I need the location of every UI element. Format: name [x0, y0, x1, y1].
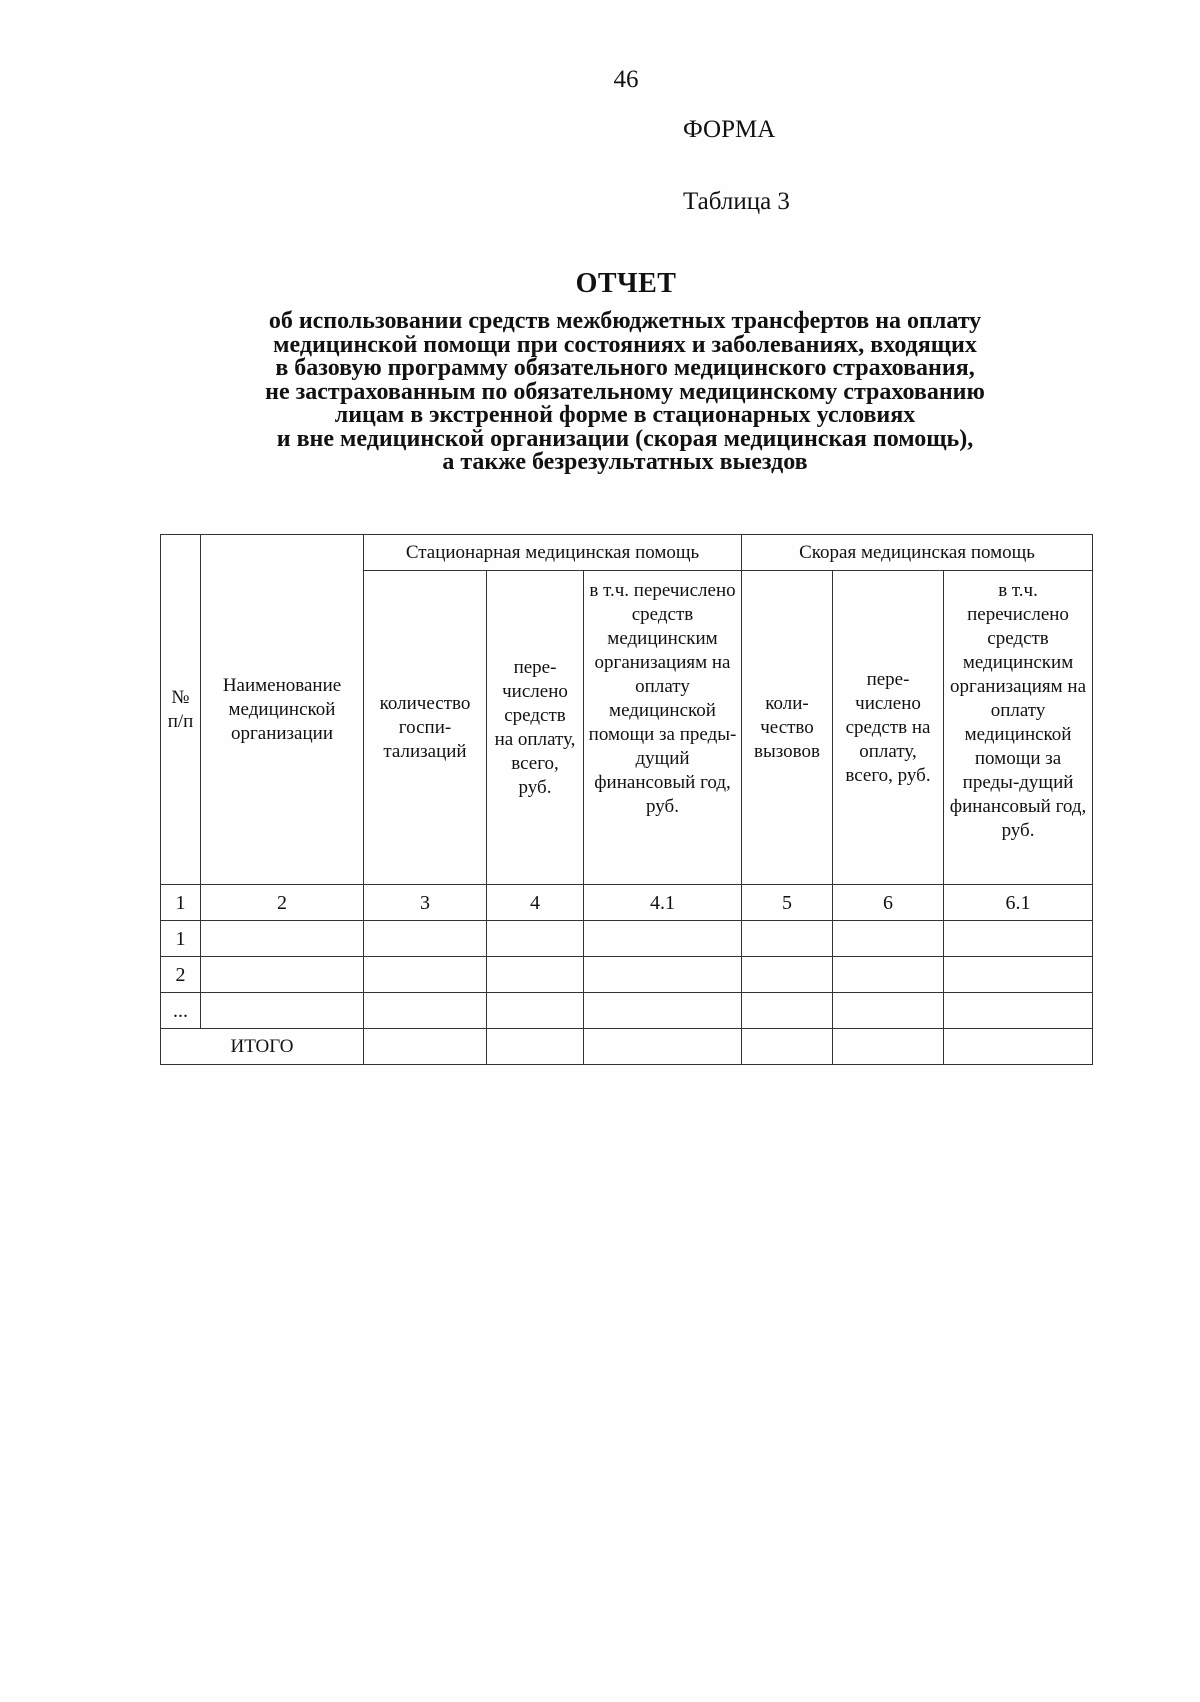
table-row: [161, 921, 1093, 957]
row-index: ...: [161, 993, 201, 1029]
empty-cell: [201, 921, 364, 957]
report-title: ОТЧЕТ: [575, 268, 677, 299]
header-number: № п/п: [161, 535, 201, 885]
total-row: [161, 1029, 1093, 1065]
empty-cell: [487, 1029, 584, 1065]
empty-cell: [487, 957, 584, 993]
empty-cell: [364, 957, 487, 993]
subtitle-line: а также безрезультатных выездов: [442, 449, 808, 475]
empty-cell: [742, 921, 833, 957]
form-label: ФОРМА: [683, 116, 776, 143]
empty-cell: [944, 1029, 1093, 1065]
row-index: 2: [161, 957, 201, 993]
table-row: [161, 957, 1093, 993]
empty-cell: [584, 993, 742, 1029]
empty-cell: [833, 993, 944, 1029]
header-group-ambulance: Скорая медицинская помощь: [742, 535, 1093, 571]
empty-cell: [201, 993, 364, 1029]
header-ambulance-prior-year: в т.ч. перечислено средств медицинским организациям на оплату медицинской помощи за преды-дущий финансовый год, руб.: [944, 571, 1093, 885]
empty-cell: [201, 957, 364, 993]
empty-cell: [742, 957, 833, 993]
empty-cell: [944, 993, 1093, 1029]
total-label: ИТОГО: [161, 1029, 364, 1065]
subtitle-line: лицам в экстренной форме в стационарных условиях: [334, 402, 916, 428]
header-inpatient-prior-year: в т.ч. перечислено средств медицинским организациям на оплату медицинской помощи за преды-дущий финансовый год, руб.: [584, 571, 742, 885]
page-number: 46: [613, 66, 639, 93]
column-number: 4.1: [584, 885, 742, 921]
column-number: 4: [487, 885, 584, 921]
report-table: [160, 534, 1093, 1065]
subtitle-line: и вне медицинской организации (скорая медицинская помощь),: [276, 425, 974, 452]
empty-cell: [833, 1029, 944, 1065]
subtitle-line: в базовую программу обязательного медицинского страхования,: [275, 355, 975, 381]
header-hospitalizations: количество госпи-тализаций: [364, 571, 487, 885]
empty-cell: [364, 921, 487, 957]
header-calls: коли-чество вызовов: [742, 571, 833, 885]
column-number: 2: [201, 885, 364, 921]
table-label: Таблица 3: [683, 188, 790, 215]
empty-cell: [944, 921, 1093, 957]
empty-cell: [364, 993, 487, 1029]
empty-cell: [584, 921, 742, 957]
empty-cell: [364, 1029, 487, 1065]
table-row: [161, 993, 1093, 1029]
empty-cell: [833, 957, 944, 993]
report-subtitle: [150, 310, 1100, 475]
empty-cell: [584, 957, 742, 993]
subtitle-line: не застрахованным по обязательному медицинскому страхованию: [265, 378, 985, 405]
subtitle-line: об использовании средств межбюджетных трансфертов на оплату: [268, 308, 982, 334]
empty-cell: [487, 993, 584, 1029]
column-number: 6: [833, 885, 944, 921]
empty-cell: [833, 921, 944, 957]
column-number: 6.1: [944, 885, 1093, 921]
header-group-inpatient: Стационарная медицинская помощь: [364, 535, 742, 571]
header-inpatient-transferred: пере-числено средств на оплату, всего, руб.: [487, 571, 584, 885]
empty-cell: [742, 1029, 833, 1065]
column-number: 1: [161, 885, 201, 921]
empty-cell: [584, 1029, 742, 1065]
row-index: 1: [161, 921, 201, 957]
column-number: 3: [364, 885, 487, 921]
header-organization: Наименование медицинской организации: [201, 535, 364, 885]
empty-cell: [944, 957, 1093, 993]
empty-cell: [742, 993, 833, 1029]
header-ambulance-transferred: пере-числено средств на оплату, всего, руб.: [833, 571, 944, 885]
empty-cell: [487, 921, 584, 957]
column-number: 5: [742, 885, 833, 921]
subtitle-line: медицинской помощи при состояниях и заболеваниях, входящих: [273, 331, 977, 358]
